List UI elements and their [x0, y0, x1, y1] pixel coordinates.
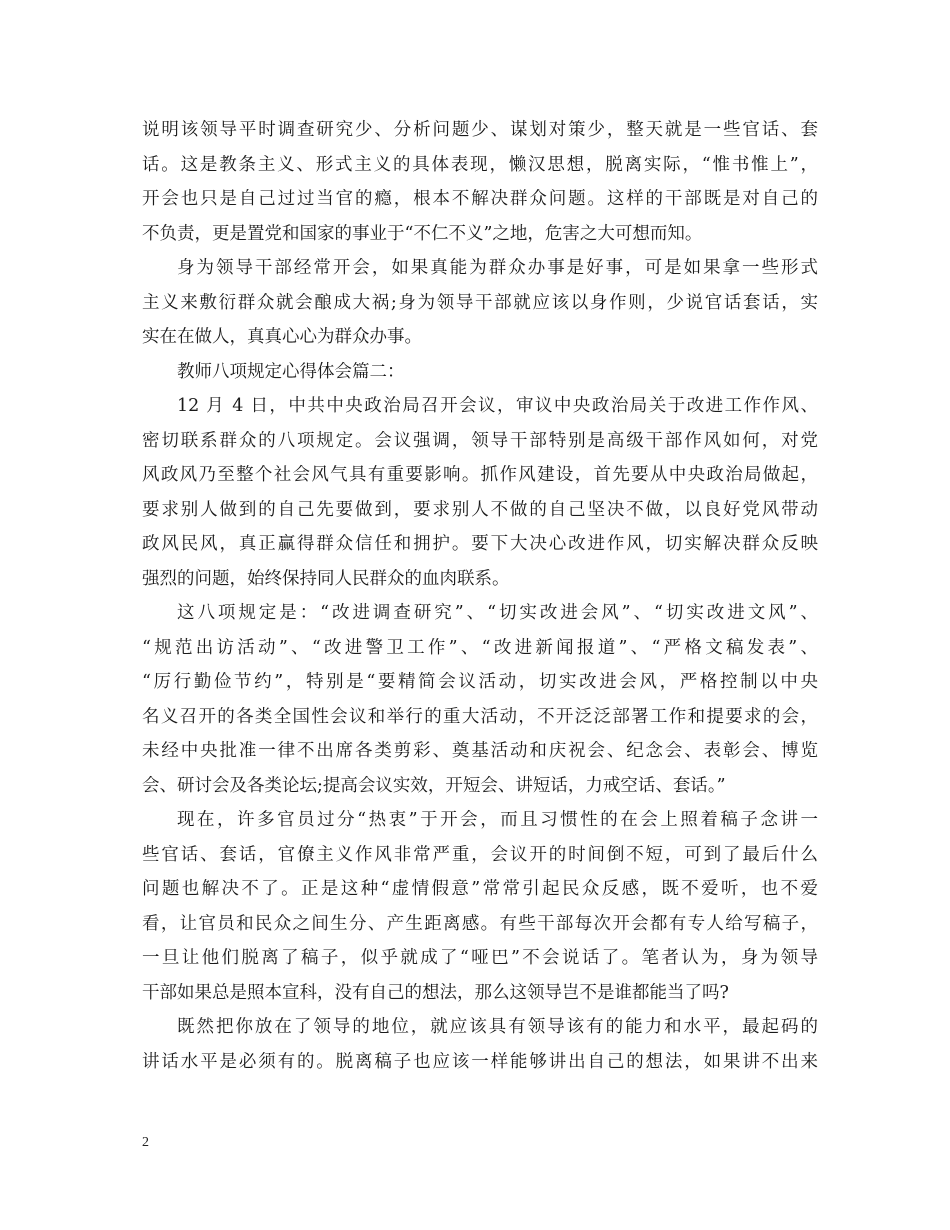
text-line: 看，让官员和民众之间生分、产生距离感。有些干部每次开会都有专人给写稿子，	[142, 913, 818, 934]
text-line: 会、研讨会及各类论坛;提高会议实效，开短会、讲短话，力戒空话、套话。”	[142, 775, 726, 796]
text-line: 干部如果总是照本宣科，没有自己的想法，那么这领导岂不是谁都能当了吗?	[142, 982, 729, 1003]
text-line: “厉行勤俭节约”，特别是“要精简会议活动，切实改进会风，严格控制以中央	[142, 672, 818, 692]
text-line: 些官话、套话，官僚主义作风非常严重，会议开的时间倒不短，可到了最后什么	[142, 844, 818, 865]
text-line: 话。这是教条主义、形式主义的具体表现，懒汉思想，脱离实际，“惟书惟上”，	[142, 154, 818, 175]
text-line: 风政风乃至整个社会风气具有重要影响。抓作风建设，首先要从中央政治局做起，	[142, 465, 818, 485]
text-line: “规范出访活动”、“改进警卫工作”、“改进新闻报道”、“严格文稿发表”、	[142, 637, 818, 658]
text-line: 实在在做人，真真心心为群众办事。	[142, 327, 422, 347]
text-line: 主义来敷衍群众就会酿成大祸;身为领导干部就应该以身作则，少说官话套话，实	[142, 292, 818, 313]
text-line: 既然把你放在了领导的地位，就应该具有领导该有的能力和水平，最起码的	[177, 1017, 818, 1037]
text-line: 开会也只是自己过过当官的瘾，根本不解决群众问题。这样的干部既是对自己的	[142, 189, 818, 209]
text-line: 说明该领导平时调查研究少、分析问题少、谋划对策少，整天就是一些官话、套	[142, 120, 818, 140]
text-line: 现在，许多官员过分“热衷”于开会，而且习惯性的在会上照着稿子念讲一	[177, 810, 818, 830]
text-line: 12 月 4 日，中共中央政治局召开会议，审议中央政治局关于改进工作作风、	[177, 396, 818, 416]
text-line: 要求别人做到的自己先要做到，要求别人不做的自己坚决不做，以良好党风带动	[142, 499, 818, 520]
text-line: 问题也解决不了。正是这种“虚情假意”常常引起民众反感，既不爱听，也不爱	[142, 879, 818, 899]
text-line: 密切联系群众的八项规定。会议强调，领导干部特别是高级干部作风如何，对党	[142, 430, 818, 451]
text-line: 名义召开的各类全国性会议和举行的重大活动，不开泛泛部署工作和提要求的会，	[142, 706, 818, 727]
text-line: 讲话水平是必须有的。脱离稿子也应该一样能够讲出自己的想法，如果讲不出来	[142, 1051, 818, 1072]
text-line: 身为领导干部经常开会，如果真能为群众办事是好事，可是如果拿一些形式	[177, 258, 818, 278]
text-line: 政风民风，真正赢得群众信任和拥护。要下大决心改进作风，切实解决群众反映	[142, 534, 818, 554]
body-text	[142, 113, 818, 1079]
text-line: 教师八项规定心得体会篇二：	[177, 361, 405, 382]
text-line: 一旦让他们脱离了稿子，似乎就成了“哑巴”不会说话了。笔者认为，身为领导	[142, 948, 818, 968]
text-line: 强烈的问题，始终保持同人民群众的血肉联系。	[142, 568, 510, 589]
text-line: 未经中央批准一律不出席各类剪彩、奠基活动和庆祝会、纪念会、表彰会、博览	[142, 741, 818, 761]
text-line: 不负责，更是置党和国家的事业于“不仁不义”之地，危害之大可想而知。	[142, 223, 703, 244]
page-number: 2	[142, 1135, 149, 1150]
text-line: 这八项规定是：“改进调查研究”、“切实改进会风”、“切实改进文风”、	[177, 603, 818, 623]
